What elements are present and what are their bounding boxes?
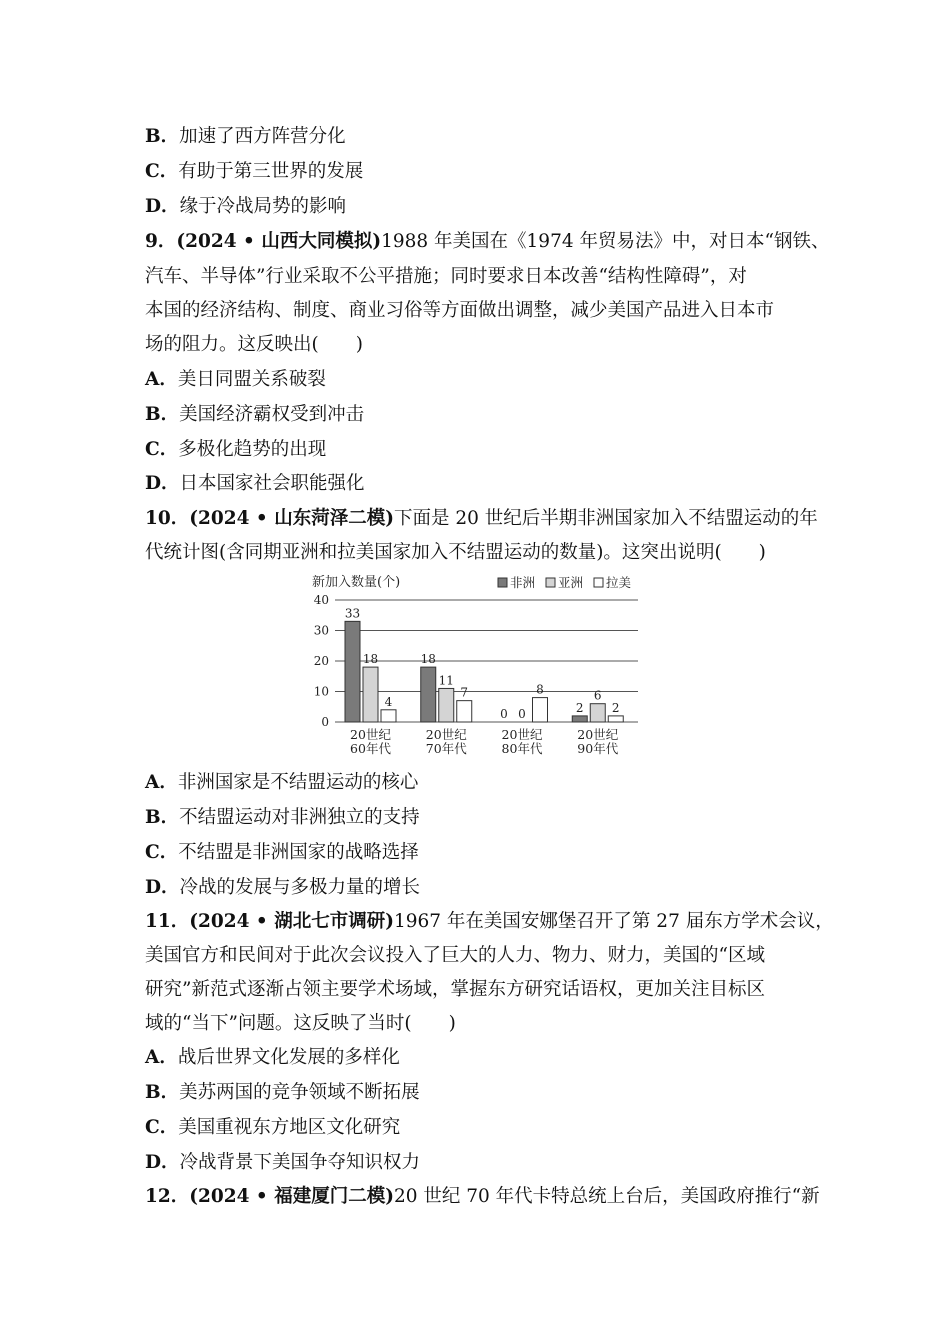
legend-swatch: [594, 578, 603, 587]
option-text: 冷战的发展与多极力量的增长: [179, 877, 421, 898]
q11-stem-line-1: [145, 910, 834, 934]
option-text: 美苏两国的竞争领域不断拓展: [179, 1082, 420, 1103]
option-text: 日本国家社会职能强化: [179, 473, 365, 494]
q11-option-b[interactable]: [145, 1081, 420, 1105]
bar-value-label: 18: [362, 652, 379, 667]
x-tick-label: 20世纪: [577, 727, 619, 742]
y-tick-label: 40: [313, 593, 329, 607]
bar: [608, 716, 623, 722]
question-text: 1967 年在美国安娜堡召开了第 27 届东方学术会议，: [393, 911, 834, 932]
bar-value-label: 2: [575, 700, 584, 715]
x-tick-label: 20世纪: [425, 727, 467, 742]
bar-chart: [300, 572, 650, 762]
option-letter: B．: [145, 1082, 180, 1103]
option-text: 不结盟是非洲国家的战略选择: [178, 842, 419, 863]
bar-value-label: 0: [518, 707, 526, 721]
question-number: 12．: [145, 1186, 190, 1207]
option-text: 冷战背景下美国争夺知识权力: [179, 1152, 421, 1173]
q11-option-a[interactable]: [145, 1046, 400, 1070]
q11-stem-line-3: 研究”新范式逐渐占领主要学术场域，掌握东方研究话语权，更加关注目标区: [145, 979, 765, 1000]
bar-value-label: 18: [420, 652, 436, 667]
legend-swatch: [546, 578, 555, 587]
legend-label: 亚洲: [558, 575, 584, 590]
legend-label: 拉美: [606, 575, 632, 590]
q11-option-d[interactable]: [145, 1151, 420, 1175]
q9-stem-line-3: 本国的经济结构、制度、商业习俗等方面做出调整，减少美国产品进入日本市: [145, 300, 775, 321]
bar: [590, 704, 605, 722]
bar-value-label: 33: [344, 606, 361, 621]
bar: [439, 688, 454, 722]
q9-stem-line-4: 场的阻力。这反映出( ): [145, 334, 363, 355]
question-source: (2024 • 湖北七市调研): [189, 911, 394, 932]
y-axis-title: 新加入数量(个): [312, 575, 401, 590]
bar: [457, 701, 472, 722]
q10-stem-line-1: [145, 507, 818, 531]
q9-option-b[interactable]: [145, 403, 364, 427]
option-letter: C．: [145, 161, 179, 182]
q10-option-c[interactable]: [145, 841, 419, 865]
option-letter: A．: [145, 369, 178, 390]
bar-value-label: 6: [593, 688, 602, 703]
option-text: 多极化趋势的出现: [178, 439, 327, 460]
q9-stem-line-1: [145, 230, 829, 254]
legend-label: 非洲: [510, 575, 536, 590]
x-tick-label: 80年代: [501, 741, 543, 756]
q10-option-d[interactable]: [145, 876, 420, 900]
option-text: 美国经济霸权受到冲击: [179, 404, 365, 425]
bar-value-label: 2: [611, 700, 620, 715]
q8-option-b[interactable]: [145, 125, 346, 149]
option-letter: C．: [145, 842, 179, 863]
q9-stem-line-2: 汽车、半导体”行业采取不公平措施；同时要求日本改善“结构性障碍”，对: [145, 266, 747, 287]
question-number: 10．: [145, 508, 190, 529]
question-number: 9．: [145, 231, 177, 252]
option-text: 加速了西方阵营分化: [179, 126, 346, 147]
question-number: 11．: [145, 911, 190, 932]
bar: [572, 716, 587, 722]
option-letter: B．: [145, 404, 180, 425]
option-letter: A．: [145, 772, 178, 793]
x-tick-label: 70年代: [425, 741, 467, 756]
option-text: 战后世界文化发展的多样化: [177, 1047, 400, 1068]
q11-stem-line-4: 域的“当下”问题。这反映了当时( ): [145, 1013, 456, 1034]
x-tick-label: 20世纪: [501, 727, 543, 742]
bar: [421, 667, 436, 722]
x-tick-label: 20世纪: [350, 727, 391, 742]
q10-stem-line-2: 代统计图(含同期亚洲和拉美国家加入不结盟运动的数量)。这突出说明( ): [145, 542, 766, 563]
legend-swatch: [498, 578, 507, 587]
question-text: 1988 年美国在《1974 年贸易法》中，对日本“钢铁、: [381, 231, 830, 252]
option-letter: D．: [145, 196, 180, 217]
option-letter: B．: [145, 126, 180, 147]
bar-value-label: 7: [460, 685, 469, 700]
q9-option-a[interactable]: [145, 368, 326, 392]
option-text: 有助于第三世界的发展: [178, 161, 364, 182]
x-tick-label: 90年代: [577, 741, 619, 756]
q10-option-b[interactable]: [145, 806, 420, 830]
question-source: (2024 • 山西大同模拟): [176, 231, 382, 252]
bar-value-label: 11: [438, 673, 454, 688]
option-letter: B．: [145, 807, 180, 828]
q11-option-c[interactable]: [145, 1116, 400, 1140]
bar-value-label: 0: [500, 707, 508, 721]
q9-option-c[interactable]: [145, 438, 326, 462]
q10-option-a[interactable]: [145, 771, 418, 795]
q8-option-d[interactable]: [145, 195, 346, 219]
question-source: (2024 • 福建厦门二模): [189, 1186, 394, 1207]
option-letter: C．: [145, 439, 179, 460]
q9-option-d[interactable]: [145, 472, 365, 496]
option-letter: A．: [145, 1047, 178, 1068]
option-text: 不结盟运动对非洲独立的支持: [179, 807, 420, 828]
q12-stem-line-1: [145, 1185, 820, 1209]
option-letter: D．: [145, 1152, 180, 1173]
y-tick-label: 10: [313, 684, 329, 699]
option-text: 美国重视东方地区文化研究: [178, 1117, 401, 1138]
option-text: 缘于冷战局势的影响: [179, 196, 347, 217]
q8-option-c[interactable]: [145, 160, 363, 184]
bar: [345, 621, 360, 722]
option-text: 美日同盟关系破裂: [177, 369, 326, 390]
bar-value-label: 4: [384, 694, 393, 709]
option-letter: C．: [145, 1117, 179, 1138]
y-tick-label: 30: [313, 623, 329, 638]
y-tick-label: 0: [321, 715, 329, 729]
bar: [381, 710, 396, 722]
option-text: 非洲国家是不结盟运动的核心: [177, 772, 419, 793]
question-text: 20 世纪 70 年代卡特总统上台后，美国政府推行“新: [393, 1186, 820, 1207]
q11-stem-line-2: 美国官方和民间对于此次会议投入了巨大的人力、物力、财力，美国的“区域: [145, 945, 765, 966]
question-text: 下面是 20 世纪后半期非洲国家加入不结盟运动的年: [393, 508, 818, 529]
y-tick-label: 20: [313, 654, 329, 668]
option-letter: D．: [145, 877, 180, 898]
bar: [533, 698, 548, 722]
question-source: (2024 • 山东菏泽二模): [189, 508, 394, 529]
bar: [363, 667, 378, 722]
option-letter: D．: [145, 473, 180, 494]
x-tick-label: 60年代: [350, 741, 391, 756]
bar-value-label: 8: [536, 682, 544, 697]
